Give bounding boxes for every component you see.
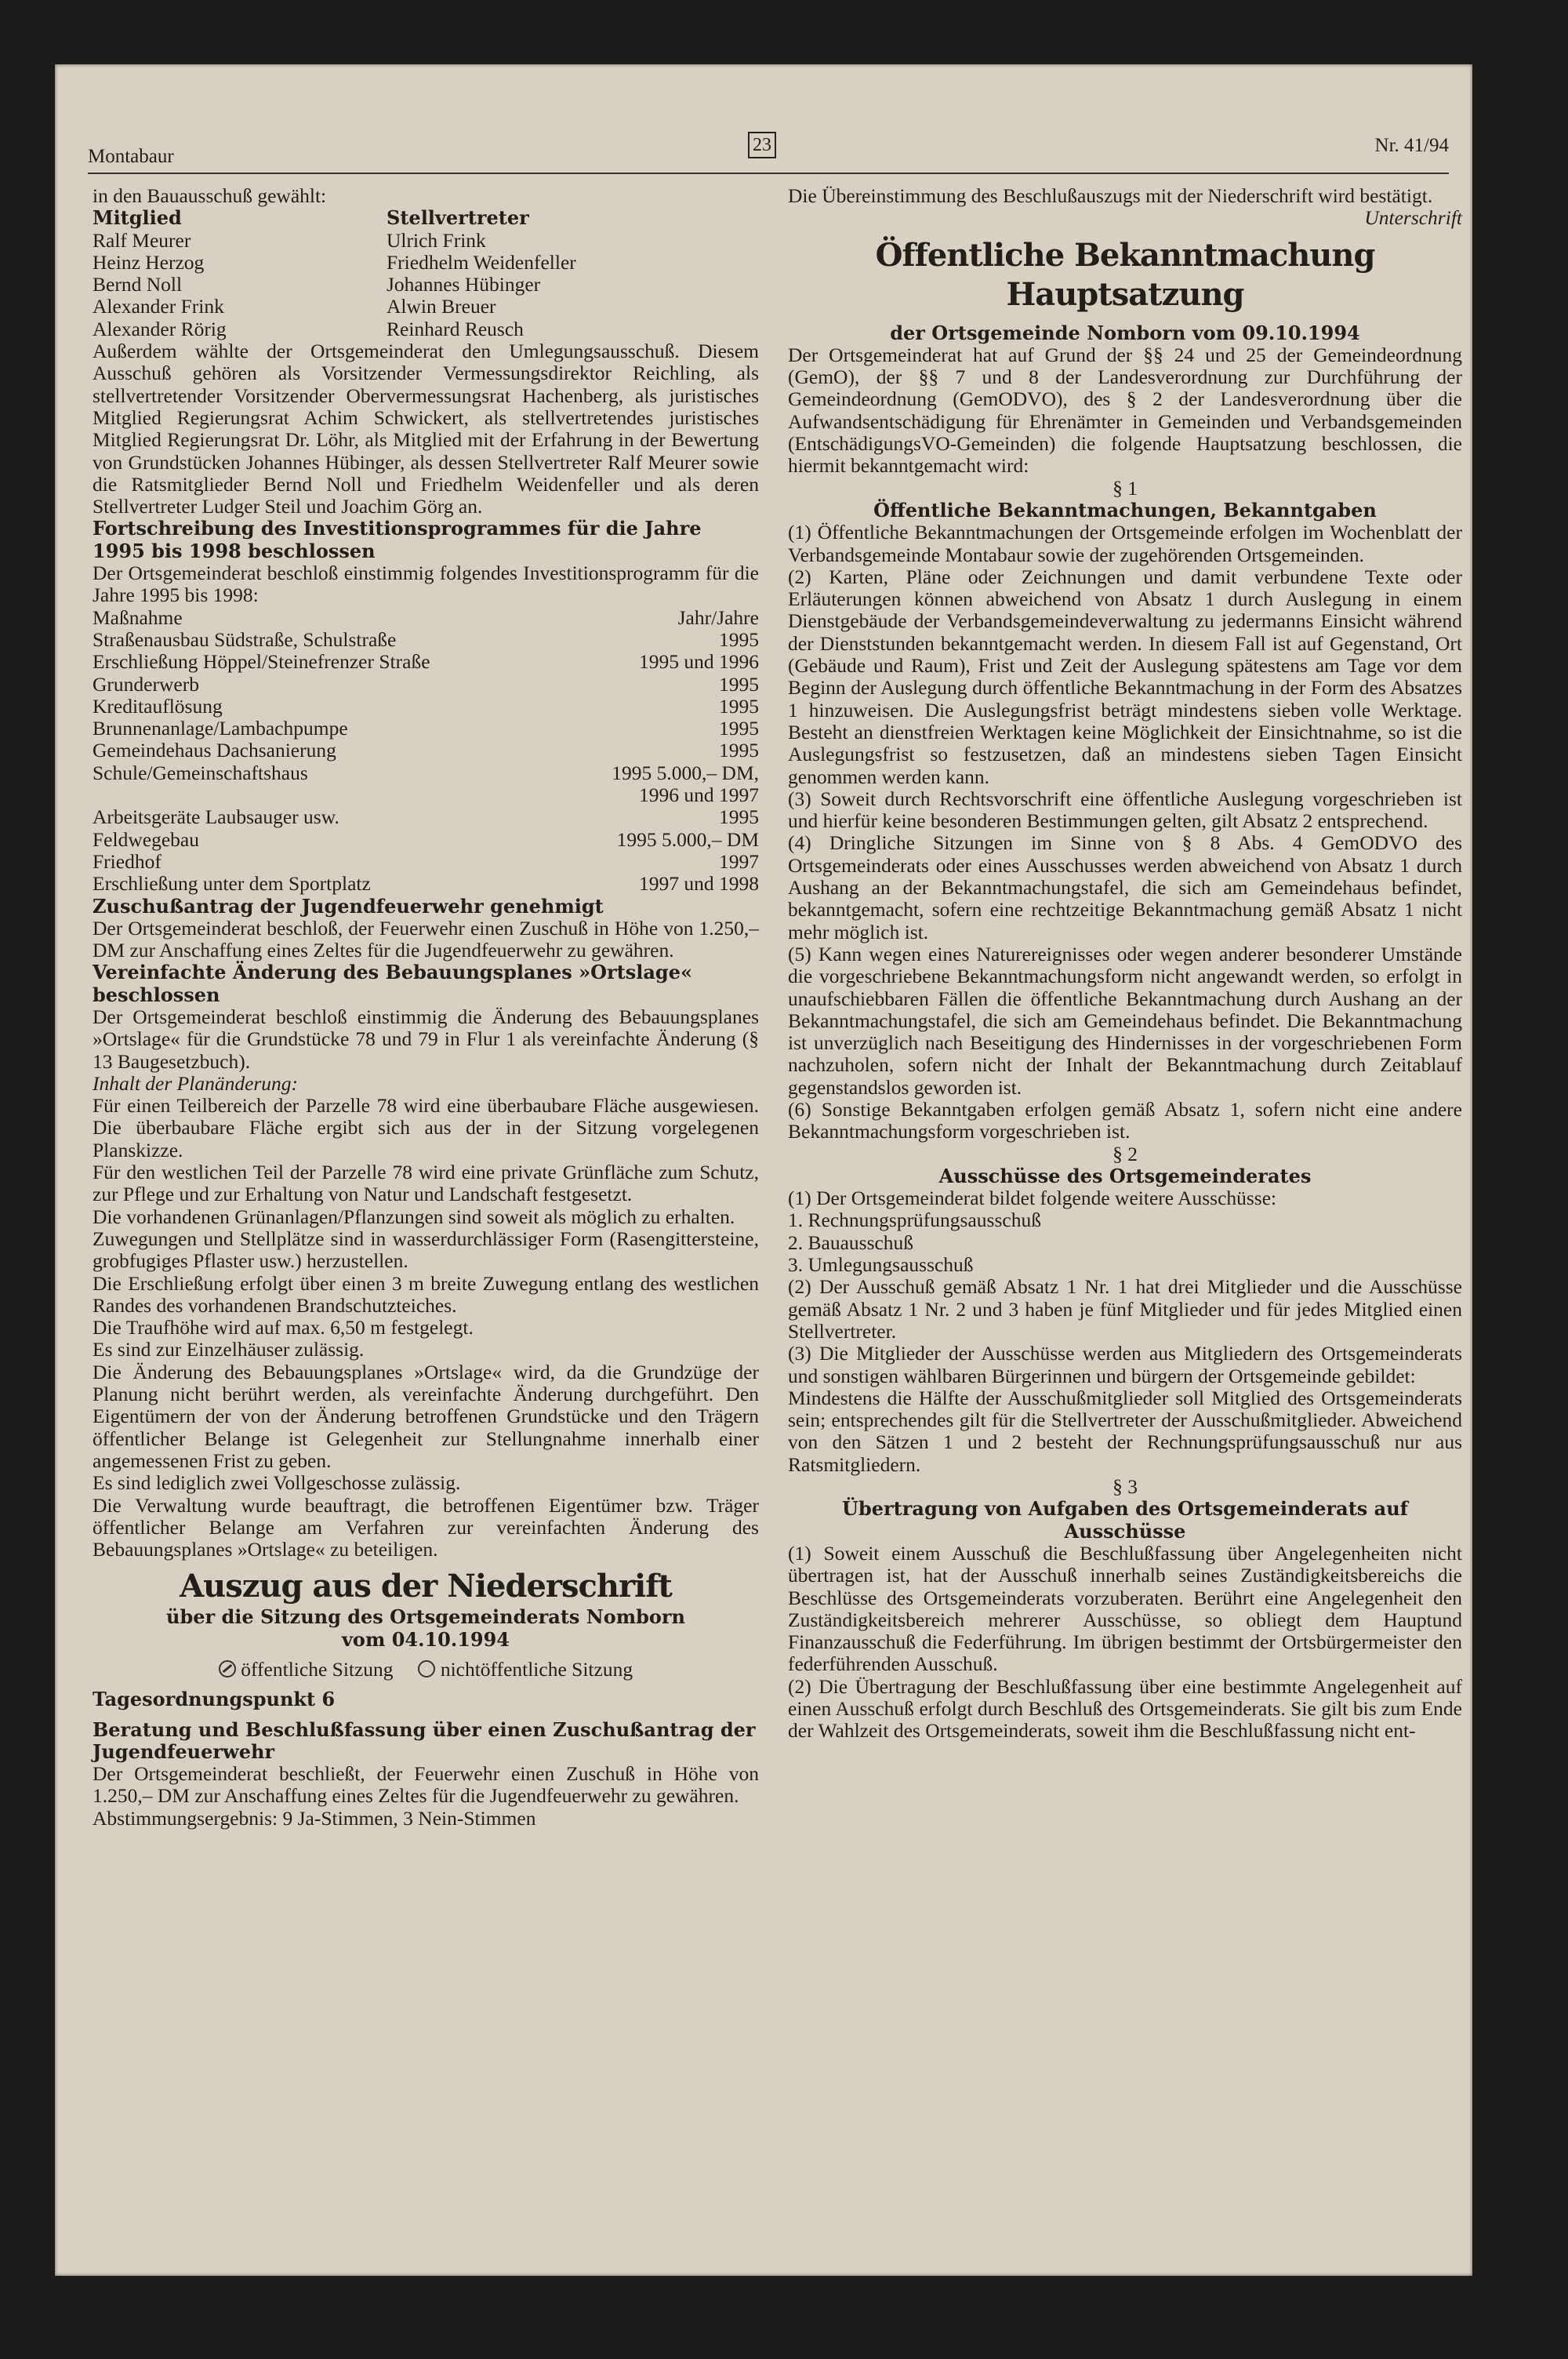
- section-paragraph: (1) Öffentliche Bekanntmachungen der Ortsgemeinde erfolgen im Wochenblatt der Verbandsgemeinde Montabaur sowie der zugehörenden Ortsgemeinden.: [788, 521, 1462, 566]
- plan-item: Es sind lediglich zwei Vollgeschosse zulässig.: [93, 1471, 461, 1495]
- member-row: [93, 274, 759, 296]
- list-item: 1. Rechnungsprüfungsausschuß: [788, 1209, 1041, 1232]
- table-cell: 1995: [719, 694, 759, 718]
- members-header: [93, 207, 759, 229]
- vote-result: Abstimmungsergebnis: 9 Ja-Stimmen, 3 Nein-Stimmen: [93, 1806, 536, 1830]
- plan-item: Die Traufhöhe wird auf max. 6,50 m festgelegt.: [93, 1316, 474, 1339]
- bebauung-paragraph: Der Ortsgemeinderat beschloß einstimmig die Änderung des Bebauungsplanes »Ortslage« für die Grundstücke 78 und 79 in Flur 1 als vereinfachte Änderung (§ 13 Baugesetzbuch).: [93, 1005, 759, 1073]
- zuschuss-paragraph: Der Ortsgemeinderat beschloß, der Feuerwehr einen Zuschuß in Höhe von 1.250,– DM zur Anschaffung eines Zeltes für die Jugendfeuerwehr zu gewähren.: [93, 916, 759, 962]
- agenda-item: Tagesordnungspunkt 6: [93, 1688, 336, 1711]
- inhalt-label: Inhalt der Planänderung:: [93, 1071, 299, 1095]
- table-cell: 1995: [719, 739, 759, 762]
- member-name: Alexander Frink: [93, 295, 224, 318]
- table-cell: Schule/Gemeinschaftshaus: [93, 761, 308, 784]
- table-cell: 1995: [719, 672, 759, 696]
- notice-subtitle: Hauptsatzung: [1006, 275, 1244, 313]
- right-column: [788, 185, 1462, 1743]
- table-head-measure: Maßnahme: [93, 605, 183, 629]
- page-header: [88, 135, 1449, 169]
- plan-item: Zuwegungen und Stellplätze sind in wasserdurchlässiger Form (Rasengittersteine, grobfugiges Pflaster usw.) herzustellen.: [93, 1227, 759, 1273]
- left-column: [93, 185, 759, 1830]
- section-paragraph: (2) Der Ausschuß gemäß Absatz 1 Nr. 1 hat drei Mitglieder und die Ausschüsse gemäß Absatz 1 Nr. 2 und 3 haben je fünf Mitglieder und für jedes Mitglied einen Stellvertreter.: [788, 1275, 1462, 1343]
- plan-item: Die Erschließung erfolgt über einen 3 m breite Zuwegung entlang des westlichen Randes des vorhandenen Brandschutzteiches.: [93, 1271, 759, 1317]
- table-row: [93, 696, 759, 718]
- table-cell: Straßenausbau Südstraße, Schulstraße: [93, 627, 397, 651]
- section-title: Öffentliche Bekanntmachungen, Bekanntgaben: [873, 498, 1377, 522]
- session-options: [93, 1659, 759, 1681]
- section-title: Ausschüsse des Ortsgemeinderates: [938, 1164, 1312, 1187]
- table-row: [93, 740, 759, 761]
- table-row: [93, 629, 759, 651]
- auszug-date: vom 04.10.1994: [341, 1627, 510, 1651]
- table-row: [93, 651, 759, 673]
- auszug-title: Auszug aus der Niederschrift: [180, 1568, 672, 1605]
- table-cell: 1995 5.000,– DM: [616, 827, 759, 851]
- agenda-heading: Beratung und Beschlußfassung über einen Zuschußantrag der Jugendfeuerwehr: [93, 1717, 756, 1763]
- plan-item: Die Verwaltung wurde beauftragt, die betroffenen Eigentümer bzw. Träger öffentlicher Belange am Verfahren zur vereinfachten Änderung des Bebauungsplanes »Ortslage« zu beteiligen.: [93, 1493, 759, 1561]
- section-paragraph: (5) Kann wegen eines Naturereignisses oder wegen anderer besonderer Umstände die vorgeschriebene Bekanntmachungsform nicht angewandt werden, so erfolgt in unaufschiebbaren Fällen die öffentliche Bekanntmachung durch Aushang an der Bekanntmachungstafel, die sich am Gemeindehaus befindet. Die Bekanntmachung ist unverzüglich nach Beseitigung des Hindernisses in der vorgeschriebenen Form nachzuholen, sofern nicht der Inhalt der Bekanntmachung durch Zeitablauf gegenstandslos geworden ist.: [788, 942, 1462, 1099]
- table-cell: Gemeindehaus Dachsanierung: [93, 739, 336, 762]
- confirmation-text: Die Übereinstimmung des Beschlußauszugs mit der Niederschrift wird bestätigt.: [788, 184, 1433, 207]
- table-cell: 1995 und 1996: [639, 650, 759, 674]
- member-name: Heinz Herzog: [93, 250, 205, 274]
- checked-circle-icon: [219, 1660, 236, 1677]
- intro-text: in den Bauausschuß gewählt:: [93, 184, 327, 207]
- table-row: [93, 873, 759, 895]
- plan-item: Für den westlichen Teil der Parzelle 78 wird eine private Grünfläche zum Schutz, zur Pflege und zur Erhaltung von Natur und Landschaft festgesetzt.: [93, 1161, 759, 1206]
- zuschuss-heading: Zuschußantrag der Jugendfeuerwehr genehmigt: [93, 894, 604, 918]
- header-town: Montabaur: [88, 146, 174, 167]
- table-cell: Erschließung unter dem Sportplatz: [93, 872, 371, 896]
- table-cell: Friedhof: [93, 849, 162, 873]
- member-row: [93, 230, 759, 252]
- notice-title: Öffentliche Bekanntmachung: [875, 236, 1375, 274]
- deputy-name: Reinhard Reusch: [387, 317, 524, 340]
- section-paragraph: (3) Die Mitglieder der Ausschüsse werden aus Mitgliedern des Ortsgemeinderats und sonstigen wählbaren Bürgerinnen und bürgern der Ortsgemeinde gebildet:: [788, 1342, 1462, 1387]
- section-paragraph: (2) Die Übertragung der Beschlußfassung über eine bestimmte Angelegenheit auf einen Ausschuß erfolgt durch Beschluß des Ortsgemeinderats. Sie gilt bis zum Ende der Wahlzeit des Ortsgemeinderats, soweit ihm die Beschlußfassung nicht ent-: [788, 1674, 1462, 1743]
- deputy-col-head: Stellvertreter: [387, 206, 529, 230]
- deputy-name: Friedhelm Weidenfeller: [387, 250, 576, 274]
- table-row: [93, 718, 759, 740]
- table-row: [93, 674, 759, 696]
- table-cell: Grunderwerb: [93, 672, 199, 696]
- signature-label: Unterschrift: [1364, 206, 1462, 230]
- section-paragraph: (1) Soweit einem Ausschuß die Beschlußfassung über Angelegenheiten nicht übertragen ist, hat der Ausschuß innerhalb seines Zuständigkeitsbereichs die Beschlüsse des Ortsgemeinderats vorzuberaten. Berührt eine Angelegenheit den Zuständigkeitsbereich mehrerer Ausschüsse, so obliegt dem Hauptund Finanzausschuß die Federführung. Im übrigen bestimmt der Ortsbürgermeister den federführenden Ausschuß.: [788, 1541, 1462, 1676]
- header-rule: [88, 173, 1449, 174]
- page-number: 23: [748, 132, 776, 158]
- table-head-year: Jahr/Jahre: [677, 605, 759, 629]
- agenda-paragraph: Der Ortsgemeinderat beschließt, der Feuerwehr einen Zuschuß in Höhe von 1.250,– DM zur Anschaffung eines Zeltes für die Jugendfeuerwehr zu gewähren.: [93, 1762, 759, 1808]
- invest-heading: Fortschreibung des Investitionsprogrammes für die Jahre 1995 bis 1998 beschlossen: [93, 517, 702, 562]
- table-cell: 1995: [719, 805, 759, 829]
- table-row: [93, 829, 759, 851]
- option-nonpublic: nichtöffentliche Sitzung: [440, 1658, 633, 1681]
- umlegung-paragraph: Außerdem wählte der Ortsgemeinderat den Umlegungsausschuß. Diesem Ausschuß gehören als Vorsitzender Vermessungsdirektor Reichling, als stellvertretender Vorsitzender Obervermessungsrat Hachenberg, als juristisches Mitglied Regierungsrat Achim Schwickert, als stellvertretendes juristisches Mitglied Regierungsrat Dr. Löhr, als Mitglied mit der Erfahrung in der Bewertung von Grundstücken Johannes Hübinger, als dessen Stellvertreter Ralf Meurer sowie die Ratsmitglieder Bernd Noll und Friedhelm Weidenfeller und als deren Stellvertreter Ludger Steil und Joachim Görg an.: [93, 340, 759, 518]
- table-cell: 1995: [719, 627, 759, 651]
- section-paragraph: (3) Soweit durch Rechtsvorschrift eine öffentliche Auslegung vorgeschrieben ist und hierfür keine besonderen Bestimmungen gelten, gilt Absatz 2 entsprechend.: [788, 787, 1462, 833]
- section-paragraph: (6) Sonstige Bekanntgaben erfolgen gemäß Absatz 1, sofern nicht eine andere Bekanntmachungsform vorgeschrieben ist.: [788, 1097, 1462, 1143]
- section-number: § 2: [1112, 1142, 1138, 1165]
- table-row: [93, 762, 759, 784]
- empty-circle-icon: [418, 1660, 435, 1677]
- member-col-head: Mitglied: [93, 206, 182, 230]
- table-row: [93, 851, 759, 873]
- plan-item: Für einen Teilbereich der Parzelle 78 wird eine überbaubare Fläche ausgewiesen. Die überbaubare Fläche ergibt sich aus der in der Sitzung vorgelegenen Planskizze.: [93, 1094, 759, 1161]
- table-cell: Feldwegebau: [93, 827, 199, 851]
- member-name: Bernd Noll: [93, 273, 183, 296]
- issue-number: Nr. 41/94: [1374, 135, 1449, 156]
- invest-table-head: [93, 607, 759, 629]
- option-public: öffentliche Sitzung: [241, 1658, 394, 1681]
- auszug-subtitle: über die Sitzung des Ortsgemeinderats Nomborn: [166, 1605, 685, 1629]
- deputy-name: Johannes Hübinger: [387, 273, 541, 296]
- invest-paragraph: Der Ortsgemeinderat beschloß einstimmig folgendes Investitionsprogramm für die Jahre 1995 bis 1998:: [93, 562, 759, 607]
- section-paragraph: (1) Der Ortsgemeinderat bildet folgende weitere Ausschüsse:: [788, 1187, 1277, 1210]
- deputy-name: Alwin Breuer: [387, 295, 496, 318]
- table-row: [93, 806, 759, 828]
- section-paragraph: Mindestens die Hälfte der Ausschußmitglieder soll Mitglied des Ortsgemeinderats sein; entsprechendes gilt für die Stellvertreter der Ausschußmitglieder. Abweichend von den Sätzen 1 und 2 besteht der Rechnungsprüfungsausschuß nur aus Ratsmitgliedern.: [788, 1386, 1462, 1476]
- table-cell: Brunnenanlage/Lambachpumpe: [93, 717, 348, 740]
- list-item: 2. Bauausschuß: [788, 1230, 914, 1254]
- plan-item: Es sind zur Einzelhäuser zulässig.: [93, 1338, 365, 1361]
- section-paragraph: (2) Karten, Pläne oder Zeichnungen und damit verbundene Texte oder Erläuterungen können abweichend von Absatz 1 durch Auslegung in einem Dienstgebäude der Verbandsgemeindeverwaltung zu jedermanns Einsicht während der Dienststunden bekanntgemacht werden. In diesem Fall ist auf Gegenstand, Ort (Gebäude und Raum), Frist und Zeit der Auslegung spätestens am Tage vor dem Beginn der Auslegung durch öffentliche Bekanntmachung in der Form des Absatzes 1 hinzuweisen. Die Auslegungsfrist beträgt mindestens sieben volle Werktage. Besteht an dienstfreien Werktagen keine Möglichkeit der Einsichtnahme, so ist die Auslegungsfrist so festzusetzen, daß an mindestens sieben Tagen Einsicht genommen werden kann.: [788, 565, 1462, 788]
- notice-intro: Der Ortsgemeinderat hat auf Grund der §§ 24 und 25 der Gemeindeordnung (GemO), der §§ 7 und 8 der Landesverordnung zur Durchführung der Gemeindeordnung (GemODVO), des § 2 der Landesverordnung über die Aufwandsentschädigung für Ehrenämter in Gemeinden und Verbandsgemeinden (EntschädigungsVO-Gemeinden) die folgende Hauptsatzung beschlossen, die hiermit bekanntgemacht wird:: [788, 343, 1462, 478]
- notice-issuer: der Ortsgemeinde Nomborn vom 09.10.1994: [890, 321, 1360, 344]
- table-cell: 1995 5.000,– DM,: [612, 761, 759, 784]
- section-paragraph: (4) Dringliche Sitzungen im Sinne von § 8 Abs. 4 GemODVO des Ortsgemeinderats oder eines Ausschusses werden abweichend von Absatz 1 durch Aushang an der Bekanntmachungstafel, die sich am Gemeindehaus befindet, bekanntgemacht, sofern eine rechtzeitige Bekanntmachung gemäß Absatz 1 nicht mehr möglich ist.: [788, 831, 1462, 943]
- member-row: [93, 296, 759, 318]
- table-cell: Arbeitsgeräte Laubsauger usw.: [93, 805, 339, 829]
- table-cell: 1995: [719, 717, 759, 740]
- member-row: [93, 252, 759, 274]
- table-cell: Kreditauflösung: [93, 694, 223, 718]
- table-cell: 1997: [719, 849, 759, 873]
- table-row: [93, 784, 759, 806]
- deputy-name: Ulrich Frink: [387, 228, 486, 252]
- member-name: Alexander Rörig: [93, 317, 227, 340]
- table-cell: Erschließung Höppel/Steinefrenzer Straße: [93, 650, 430, 674]
- section-title: Übertragung von Aufgaben des Ortsgemeinderats auf Ausschüsse: [842, 1497, 1408, 1543]
- bebauung-heading: Vereinfachte Änderung des Bebauungsplanes »Ortslage« beschlossen: [93, 961, 692, 1006]
- member-row: [93, 318, 759, 340]
- member-name: Ralf Meurer: [93, 228, 191, 252]
- table-cell: 1997 und 1998: [639, 872, 759, 896]
- table-cell: 1996 und 1997: [639, 783, 759, 807]
- plan-item: Die Änderung des Bebauungsplanes »Ortslage« wird, da die Grundzüge der Planung nicht berührt werden, als vereinfachte Änderung durchgeführt. Den Eigentümern der von der Änderung betroffenen Grundstücke und den Trägern öffentlicher Belange ist Gelegenheit zur Stellungnahme innerhalb einer angemessenen Frist zu geben.: [93, 1360, 759, 1472]
- plan-item: Die vorhandenen Grünanlagen/Pflanzungen sind soweit als möglich zu erhalten.: [93, 1205, 735, 1228]
- section-number: § 1: [1112, 476, 1138, 500]
- list-item: 3. Umlegungsausschuß: [788, 1253, 974, 1277]
- section-number: § 3: [1112, 1475, 1138, 1499]
